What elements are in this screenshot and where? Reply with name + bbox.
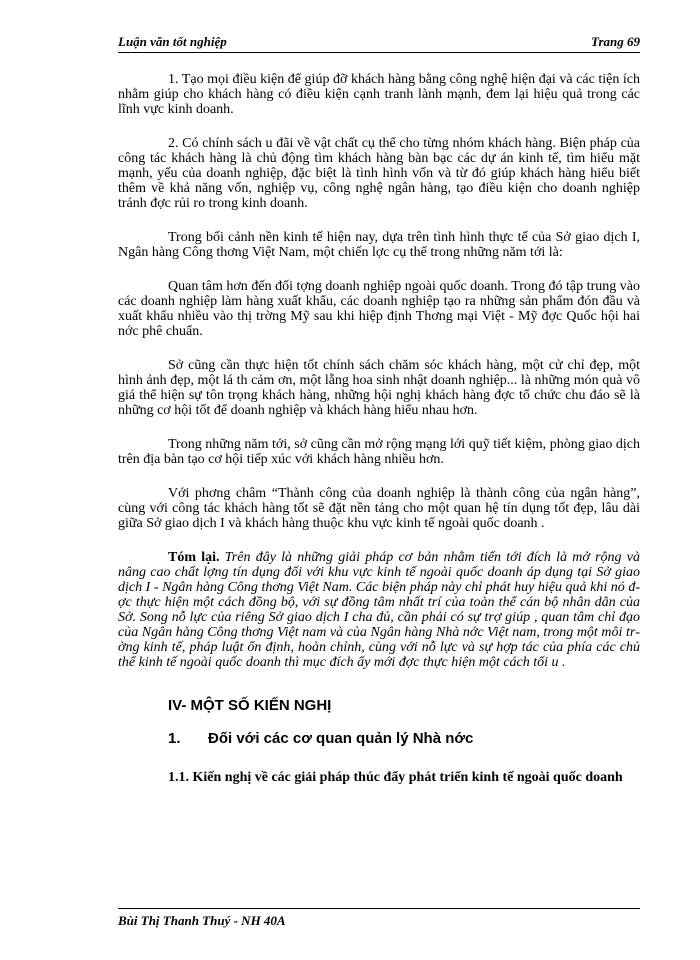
page-number: Trang 69 <box>591 34 640 49</box>
header-title: Luận văn tốt nghiệp <box>118 34 227 49</box>
paragraph-6: Trong những năm tới, sở cũng cần mở rộng mạng lới quỹ tiết kiệm, phòng giao dịch trên địa bàn tạo cơ hội tiếp xúc với khách hàng nhiều hơn. <box>118 437 640 467</box>
page-body <box>118 72 640 785</box>
summary-lead: Tóm lại. <box>168 550 220 565</box>
paragraph-7: Với phơng châm “Thành công của doanh nghiệp là thành công của ngân hàng”, cùng với công tác khách hàng tốt sẽ đặt nền tảng cho một quan hệ tín dụng tốt đẹp, lâu dài giữa Sở giao dịch I và khách hàng thuộc khu vực kinh tế ngoài quốc doanh . <box>118 486 640 531</box>
paragraph-5: Sở cũng cần thực hiện tốt chính sách chăm sóc khách hàng, một cử chỉ đẹp, một hình ảnh đẹp, một lá th cảm ơn, một lẵng hoa sinh nhật doanh nghiệp... là những món quà vô giá thể hiện sự tôn trọng khách hàng, những hội nghị khách hàng đợc tổ chức chu đáo sẽ là những cơ hội tốt để doanh nghiệp và khách hàng hiểu nhau hơn. <box>118 358 640 418</box>
paragraph-3: Trong bối cảnh nền kinh tế hiện nay, dựa trên tình hình thực tế của Sở giao dịch I, Ngân hàng Công thơng Việt Nam, một chiến lợc cụ thể trong những năm tới là: <box>118 230 640 260</box>
paragraph-2: 2. Có chính sách u đãi về vật chất cụ thể cho từng nhóm khách hàng. Biện pháp của công tác khách hàng là chủ động tìm khách hàng bàn bạc các dự án kinh tế, tìm hiểu mặt mạnh, yếu của doanh nghiệp, đặc biệt là tình hình vốn và từ đó giúp khách hàng hiểu biết thêm về khả năng vốn, nghiệp vụ, công nghệ ngân hàng, tạo điều kiện cho doanh nghiệp tránh đợc rủi ro trong kinh doanh. <box>118 136 640 211</box>
subsubheading: 1.1. Kiến nghị về các giải pháp thúc đẩy phát triển kinh tế ngoài quốc doanh <box>168 770 623 785</box>
summary-paragraph <box>118 550 640 670</box>
summary-text: Trên đây là những giải pháp cơ bản nhằm tiến tới đích là mở rộng và nâng cao chất lợng tín dụng đối với khu vực kinh tế ngoài quốc doanh áp dụng tại Sở giao dịch I - Ngân hàng Công thơng Việt Nam. Các biện pháp này chỉ phát huy hiệu quả khi nó đợc thực hiện một cách đồng bộ, với sự đồng tâm nhất trí của toàn thể cán bộ nhân dân của Sở. Song nỗ lực của riêng Sở giao dịch I cha đủ, cần phải có sự trợ giúp , quan tâm chỉ đạo của Ngân hàng Công thơng Việt nam và của Ngân hàng Nhà nớc Việt nam, trong một môi trờng kinh tế, pháp luật ổn định, hoàn chỉnh, cùng với nỗ lực và sự hợp tác của phía các chủ thể kinh tế ngoài quốc doanh thì mục đích ấy mới đợc thực hiện một cách tối u . <box>118 550 640 670</box>
subheading <box>168 731 640 746</box>
paragraph-4: Quan tâm hơn đến đối tợng doanh nghiệp ngoài quốc doanh. Trong đó tập trung vào các doanh nghiệp làm hàng xuất khẩu, các doanh nghiệp tạo ra những sản phẩm đón đầu và xuất khẩu nhiều vào thị trờng Mỹ sau khi hiệp định Thơng mại Việt - Mỹ đợc Quốc hội hai nớc phê chuẩn. <box>118 279 640 339</box>
section-heading: IV- MỘT SỐ KIẾN NGHỊ <box>168 697 332 714</box>
paragraph-1: 1. Tạo mọi điều kiện để giúp đỡ khách hàng bằng công nghệ hiện đại và các tiện ích nhằm giúp cho khách hàng có điều kiện cạnh tranh lành mạnh, đem lại hiệu quả trong các lĩnh vực kinh doanh. <box>118 72 640 117</box>
page-footer: Bùi Thị Thanh Thuý - NH 40A <box>118 908 640 929</box>
page-header <box>118 30 640 53</box>
subheading-number: 1. <box>168 730 181 747</box>
subheading-text: Đối với các cơ quan quản lý Nhà nớc <box>208 730 474 747</box>
